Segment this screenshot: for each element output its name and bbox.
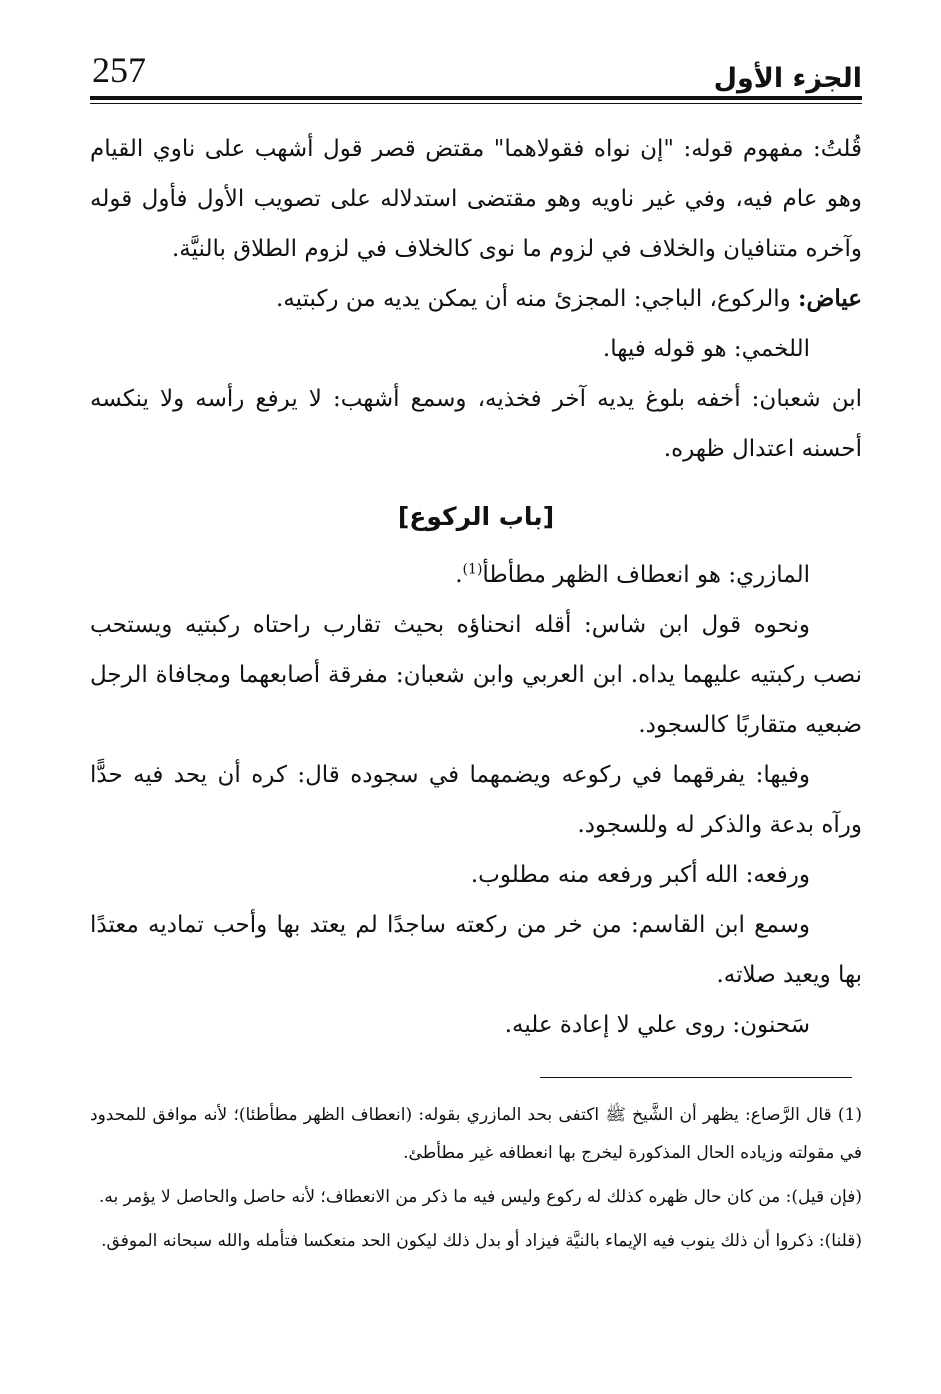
header-rule-thick <box>90 96 862 100</box>
paragraph-ibn-shas: ونحوه قول ابن شاس: أقله انحناؤه بحيث تقارب راحتاه ركبتيه ويستحب نصب ركبتيه عليهما يداه. ابن العربي وابن شعبان: مفرقة أصابعهما ومجافاة الرجل ضبعيه متقاربًا كالسجود. <box>90 612 862 738</box>
paragraph-iyad-text: والركوع، الباجي: المجزئ منه أن يمكن يديه من ركبتيه. <box>276 286 799 312</box>
footnote-1: (1) قال الرَّصاع: يظهر أن الشَّيخ ﷺ اكتفى بحد المازري بقوله: (انعطاف الظهر مطأطئا)؛ لأنه موافق للمحدود في مقولته وزياده الحال المذكورة ليخرج بها انعطافه غير مطأطئ. <box>90 1105 862 1163</box>
footnote-objection: (فإن قيل): من كان حال ظهره كذلك له ركوع وليس فيه ما ذكر من الانعطاف؛ لأنه حاصل والحاصل لا يؤمر به. <box>98 1187 862 1207</box>
paragraph-mazari-text: المازري: هو انعطاف الظهر مطأطأ <box>482 562 810 588</box>
paragraph-ibn-qasim: وسمع ابن القاسم: من خر من ركعته ساجدًا لم يعتد بها وأحب تماديه معتدًا بها ويعيد صلاته. <box>90 912 862 988</box>
header-rule-thin <box>90 103 862 104</box>
main-text <box>90 124 862 1050</box>
speaker-iyad: عياض: <box>798 285 862 312</box>
paragraph-qultu: قُلتُ: مفهوم قوله: "إن نواه فقولاهما" مقتض قصر قول أشهب على ناوي القيام وهو عام فيه، وفي غير ناويه وهو مقتضى استدلاله على تصويب الأول فأول قوله وآخره متنافيان والخلاف في لزوم ما نوى كالخلاف في لزوم الطلاق بالنيَّة. <box>90 136 862 262</box>
paragraph-mazari-end: . <box>455 562 463 588</box>
paragraph-wafiha: وفيها: يفرقهما في ركوعه ويضمهما في سجوده قال: كره أن يحد فيه حدًّا ورآه بدعة والذكر له وللسجود. <box>90 762 862 838</box>
paragraph-sahnun: سَحنون: روى علي لا إعادة عليه. <box>504 1012 810 1038</box>
footnote-reply: (قلنا): ذكروا أن ذلك ينوب فيه الإيماء بالنيَّة فيزاد أو بدل ذلك ليكون الحد منعكسا فتأمله والله سبحانه الموفق. <box>101 1231 862 1251</box>
paragraph-rafuhu: ورفعه: الله أكبر ورفعه منه مطلوب. <box>470 862 810 888</box>
paragraph-lakhmi: اللخمي: هو قوله فيها. <box>602 336 810 362</box>
footnote-ref[interactable]: (1) <box>462 561 483 578</box>
section-heading: [باب الركوع] <box>397 502 555 531</box>
running-title: الجزء الأول <box>713 63 862 94</box>
footnote-separator <box>540 1077 852 1078</box>
paragraph-iyad <box>90 274 862 324</box>
paragraph-mazari <box>90 550 862 600</box>
page-number: 257 <box>92 50 146 90</box>
paragraph-ibn-shaban: ابن شعبان: أخفه بلوغ يديه آخر فخذيه، وسمع أشهب: لا يرفع رأسه ولا ينكسه أحسنه اعتدال ظهره. <box>90 386 862 462</box>
footnotes <box>90 1096 862 1266</box>
page-header <box>90 50 862 100</box>
